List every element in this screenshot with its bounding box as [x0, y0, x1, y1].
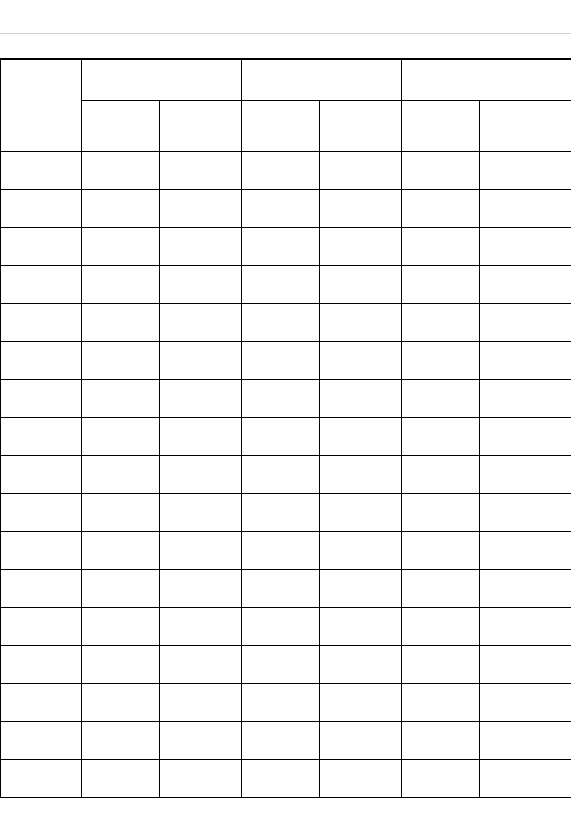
savings-amount — [242, 608, 320, 646]
savings-yoy — [320, 342, 402, 380]
deposit-yoy — [160, 190, 242, 228]
savings-yoy — [320, 152, 402, 190]
loan-yoy — [480, 570, 571, 608]
row-name — [1, 646, 82, 684]
savings-yoy — [320, 380, 402, 418]
deposit-yoy — [160, 380, 242, 418]
loan-amount — [402, 494, 480, 532]
savings-yoy — [320, 608, 402, 646]
loan-amount — [402, 228, 480, 266]
row-name — [1, 342, 82, 380]
loan-amount — [402, 190, 480, 228]
savings-yoy — [320, 228, 402, 266]
deposit-amount — [82, 494, 160, 532]
deposit-amount — [82, 684, 160, 722]
deposit-yoy — [160, 456, 242, 494]
deposit-yoy — [160, 228, 242, 266]
row-name — [1, 152, 82, 190]
row-name — [1, 380, 82, 418]
loan-yoy — [480, 152, 571, 190]
deposit-yoy — [160, 570, 242, 608]
table-row — [1, 190, 571, 228]
table-row — [1, 532, 571, 570]
row-name — [1, 418, 82, 456]
deposit-yoy — [160, 418, 242, 456]
deposit-amount — [82, 190, 160, 228]
loan-yoy — [480, 342, 571, 380]
savings-yoy — [320, 760, 402, 798]
savings-yoy — [320, 266, 402, 304]
header-row-group — [1, 60, 571, 101]
table-row — [1, 228, 571, 266]
loan-yoy — [480, 304, 571, 342]
loan-amount — [402, 304, 480, 342]
savings-yoy — [320, 456, 402, 494]
loan-yoy — [480, 532, 571, 570]
savings-yoy — [320, 418, 402, 456]
row-name — [1, 760, 82, 798]
header-savings-total — [242, 60, 402, 101]
loan-yoy — [480, 266, 571, 304]
savings-amount — [242, 266, 320, 304]
loan-amount — [402, 418, 480, 456]
deposit-loan-table — [0, 59, 571, 798]
row-name — [1, 722, 82, 760]
loan-yoy — [480, 646, 571, 684]
table-row — [1, 456, 571, 494]
deposit-amount — [82, 152, 160, 190]
row-name — [1, 266, 82, 304]
savings-yoy — [320, 532, 402, 570]
deposit-yoy — [160, 532, 242, 570]
row-name — [1, 532, 82, 570]
table-row — [1, 494, 571, 532]
savings-amount — [242, 304, 320, 342]
loan-yoy — [480, 494, 571, 532]
loan-amount — [402, 532, 480, 570]
unit-row — [0, 34, 571, 59]
header-savings-month — [242, 101, 320, 152]
savings-amount — [242, 456, 320, 494]
deposit-amount — [82, 570, 160, 608]
loan-yoy — [480, 456, 571, 494]
page-title — [0, 0, 571, 34]
row-name — [1, 570, 82, 608]
savings-amount — [242, 684, 320, 722]
deposit-amount — [82, 266, 160, 304]
savings-yoy — [320, 570, 402, 608]
deposit-yoy — [160, 152, 242, 190]
savings-amount — [242, 418, 320, 456]
savings-yoy — [320, 190, 402, 228]
deposit-yoy — [160, 646, 242, 684]
deposit-yoy — [160, 494, 242, 532]
row-name — [1, 494, 82, 532]
loan-yoy — [480, 684, 571, 722]
savings-amount — [242, 190, 320, 228]
savings-amount — [242, 152, 320, 190]
loan-amount — [402, 646, 480, 684]
deposit-yoy — [160, 266, 242, 304]
loan-amount — [402, 760, 480, 798]
savings-amount — [242, 722, 320, 760]
deposit-amount — [82, 342, 160, 380]
loan-amount — [402, 152, 480, 190]
savings-yoy — [320, 646, 402, 684]
table-row — [1, 152, 571, 190]
footnote — [0, 798, 571, 801]
savings-amount — [242, 342, 320, 380]
loan-amount — [402, 722, 480, 760]
row-name — [1, 228, 82, 266]
row-name — [1, 684, 82, 722]
loan-amount — [402, 570, 480, 608]
table-row — [1, 418, 571, 456]
deposit-amount — [82, 722, 160, 760]
header-deposit-total — [82, 60, 242, 101]
deposit-amount — [82, 228, 160, 266]
savings-amount — [242, 760, 320, 798]
table-row — [1, 342, 571, 380]
deposit-amount — [82, 646, 160, 684]
loan-yoy — [480, 228, 571, 266]
table-row — [1, 722, 571, 760]
row-name — [1, 304, 82, 342]
loan-yoy — [480, 418, 571, 456]
loan-yoy — [480, 722, 571, 760]
deposit-amount — [82, 532, 160, 570]
table-row — [1, 570, 571, 608]
table-row — [1, 380, 571, 418]
header-loan-yoy — [480, 101, 571, 152]
savings-amount — [242, 570, 320, 608]
deposit-yoy — [160, 304, 242, 342]
loan-amount — [402, 380, 480, 418]
header-loan-month — [402, 101, 480, 152]
header-loan-total — [402, 60, 571, 101]
header-savings-yoy — [320, 101, 402, 152]
deposit-yoy — [160, 684, 242, 722]
loan-amount — [402, 342, 480, 380]
savings-yoy — [320, 722, 402, 760]
deposit-amount — [82, 608, 160, 646]
deposit-yoy — [160, 608, 242, 646]
savings-yoy — [320, 684, 402, 722]
deposit-amount — [82, 380, 160, 418]
table-row — [1, 646, 571, 684]
table-row — [1, 608, 571, 646]
deposit-amount — [82, 418, 160, 456]
loan-yoy — [480, 608, 571, 646]
deposit-amount — [82, 304, 160, 342]
savings-amount — [242, 228, 320, 266]
deposit-yoy — [160, 760, 242, 798]
header-row-sub — [1, 101, 571, 152]
loan-amount — [402, 608, 480, 646]
table-row — [1, 266, 571, 304]
savings-amount — [242, 494, 320, 532]
savings-amount — [242, 380, 320, 418]
loan-amount — [402, 684, 480, 722]
savings-yoy — [320, 304, 402, 342]
table-row — [1, 684, 571, 722]
deposit-yoy — [160, 722, 242, 760]
header-deposit-yoy — [160, 101, 242, 152]
deposit-amount — [82, 760, 160, 798]
deposit-amount — [82, 456, 160, 494]
savings-yoy — [320, 494, 402, 532]
savings-amount — [242, 646, 320, 684]
deposit-yoy — [160, 342, 242, 380]
header-region — [1, 60, 82, 152]
row-name — [1, 608, 82, 646]
loan-amount — [402, 456, 480, 494]
header-deposit-month — [82, 101, 160, 152]
loan-yoy — [480, 190, 571, 228]
table-row — [1, 760, 571, 798]
row-name — [1, 190, 82, 228]
loan-amount — [402, 266, 480, 304]
savings-amount — [242, 532, 320, 570]
loan-yoy — [480, 380, 571, 418]
row-name — [1, 456, 82, 494]
table-row — [1, 304, 571, 342]
loan-yoy — [480, 760, 571, 798]
